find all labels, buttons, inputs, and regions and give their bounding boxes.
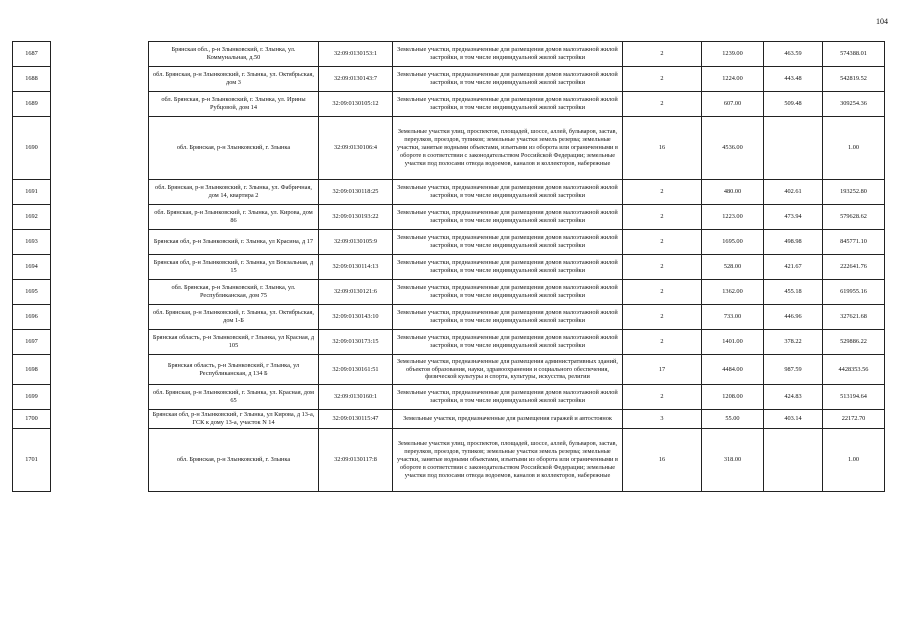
specific-value-cell: 421.67 [764,255,823,280]
land-use-cell: Земельные участки, предназначенные для размещения домов малоэтажной жилой застройки, в том числе индивидуальной жилой застройки [393,92,623,117]
address-cell: Брянская обл, р-н Злынковский, г. Злынка, ул Красина, д 17 [149,230,319,255]
cadastral-number-cell: 32:09:0130143:10 [319,305,393,330]
spacer-cell [51,67,149,92]
specific-value-cell: 403.14 [764,410,823,429]
group-code-cell: 17 [623,355,702,385]
page-number: 104 [876,17,888,26]
address-cell: обл. Брянская, р-н Злынковский, г. Злынка, ул. Октябрьская, дом 1-Б [149,305,319,330]
group-code-cell: 2 [623,205,702,230]
specific-value-cell: 463.59 [764,42,823,67]
address-cell: обл. Брянская, р-н Злынковский, г. Злынка, ул. Красная, дом 65 [149,385,319,410]
area-cell: 55.00 [702,410,764,429]
specific-value-cell: 402.61 [764,180,823,205]
specific-value-cell: 446.96 [764,305,823,330]
cadastral-value-cell: 309254.36 [823,92,885,117]
spacer-cell [51,428,149,491]
group-code-cell: 2 [623,385,702,410]
area-cell: 480.00 [702,180,764,205]
spacer-cell [51,230,149,255]
cadastral-number-cell: 32:09:0130105:12 [319,92,393,117]
table-row [13,355,885,385]
cadastral-value-cell: 574388.01 [823,42,885,67]
row-number: 1687 [13,42,51,67]
address-cell: Брянская обл, р-н Злынковский, г. Злынка, ул Вокзальная, д 15 [149,255,319,280]
row-number: 1690 [13,117,51,180]
address-cell: Брянская обл, р-н Злынковский, г Злынка, ул Кирова, д 13-а, ГСК к дому 13-а, участок N 14 [149,410,319,429]
cadastral-value-cell: 193252.80 [823,180,885,205]
cadastral-number-cell: 32:09:0130105:9 [319,230,393,255]
row-number: 1696 [13,305,51,330]
group-code-cell: 2 [623,330,702,355]
group-code-cell: 2 [623,180,702,205]
row-number: 1694 [13,255,51,280]
specific-value-cell: 473.94 [764,205,823,230]
cadastral-value-cell: 327621.68 [823,305,885,330]
spacer-cell [51,180,149,205]
land-use-cell: Земельные участки, предназначенные для размещения домов малоэтажной жилой застройки, в том числе индивидуальной жилой застройки [393,280,623,305]
spacer-cell [51,92,149,117]
cadastral-value-cell: 22172.70 [823,410,885,429]
area-cell: 4536.00 [702,117,764,180]
cadastral-value-cell: 4428353.56 [823,355,885,385]
cadastral-number-cell: 32:09:0130193:22 [319,205,393,230]
row-number: 1691 [13,180,51,205]
group-code-cell: 2 [623,92,702,117]
area-cell: 1223.00 [702,205,764,230]
cadastral-number-cell: 32:09:0130117:8 [319,428,393,491]
land-use-cell: Земельные участки, предназначенные для размещения домов малоэтажной жилой застройки, в том числе индивидуальной жилой застройки [393,330,623,355]
row-number: 1695 [13,280,51,305]
specific-value-cell: 443.48 [764,67,823,92]
table-row [13,92,885,117]
land-use-cell: Земельные участки, предназначенные для размещения домов малоэтажной жилой застройки, в том числе индивидуальной жилой застройки [393,180,623,205]
land-use-cell: Земельные участки улиц, проспектов, площадей, шоссе, аллей, бульваров, застав, переулков, проездов, тупиков; земельные участки земель резерва; земельные участки, занятые водными объектами, изъятыми из оборота или ограниченными в обороте в соответствии с законодательством Российской Федерации; земельные участки под полосами отвода водоемов, каналов и коллекторов, набережные [393,428,623,491]
group-code-cell: 16 [623,117,702,180]
cadastral-value-cell: 513194.64 [823,385,885,410]
cadastral-value-cell: 542819.52 [823,67,885,92]
specific-value-cell: 455.18 [764,280,823,305]
group-code-cell: 2 [623,67,702,92]
cadastral-value-cell: 845771.10 [823,230,885,255]
address-cell: обл. Брянская, р-н Злынковский, г. Злынка, ул. Республиканская, дом 75 [149,280,319,305]
area-cell: 318.00 [702,428,764,491]
table-row [13,67,885,92]
cadastral-number-cell: 32:09:0130173:15 [319,330,393,355]
cadastral-value-cell: 619955.16 [823,280,885,305]
table-row [13,330,885,355]
cadastral-number-cell: 32:09:0130121:6 [319,280,393,305]
specific-value-cell: 509.48 [764,92,823,117]
group-code-cell: 3 [623,410,702,429]
spacer-cell [51,305,149,330]
specific-value-cell: 424.83 [764,385,823,410]
spacer-cell [51,205,149,230]
land-use-cell: Земельные участки, предназначенные для размещения домов малоэтажной жилой застройки, в том числе индивидуальной жилой застройки [393,255,623,280]
address-cell: обл. Брянская, р-н Злынковский, г. Злынка, ул. Ирины Рубцовой, дом 14 [149,92,319,117]
row-number: 1689 [13,92,51,117]
cadastral-value-cell: 1.00 [823,117,885,180]
area-cell: 607.00 [702,92,764,117]
address-cell: обл. Брянская, р-н Злынковский, г. Злынка, ул. Фабричная, дом 14, квартира 2 [149,180,319,205]
specific-value-cell: 378.22 [764,330,823,355]
land-use-cell: Земельные участки, предназначенные для размещения домов малоэтажной жилой застройки, в том числе индивидуальной жилой застройки [393,42,623,67]
specific-value-cell [764,117,823,180]
cadastral-number-cell: 32:09:0130161:51 [319,355,393,385]
group-code-cell: 2 [623,255,702,280]
address-cell: обл. Брянская, р-н Злынковский, г. Злынка, ул. Кирова, дом 86 [149,205,319,230]
address-cell: Брянская область, р-н Злынковский, г Злынка, ул Республиканская, д 134 Б [149,355,319,385]
cadastral-value-cell: 1.00 [823,428,885,491]
area-cell: 1239.00 [702,42,764,67]
table-row [13,180,885,205]
row-number: 1699 [13,385,51,410]
specific-value-cell: 498.98 [764,230,823,255]
cadastral-value-table [12,41,885,492]
row-number: 1698 [13,355,51,385]
group-code-cell: 2 [623,42,702,67]
specific-value-cell: 987.59 [764,355,823,385]
area-cell: 1401.00 [702,330,764,355]
land-use-cell: Земельные участки, предназначенные для размещения административных зданий, объектов образования, науки, здравоохранения и социального обеспечения, физической культуры и спорта, культуры, искусства, религии [393,355,623,385]
row-number: 1692 [13,205,51,230]
address-cell: обл. Брянская, р-н Злынковский, г. Злынка [149,117,319,180]
table-row [13,428,885,491]
cadastral-value-cell: 529886.22 [823,330,885,355]
cadastral-value-cell: 222641.76 [823,255,885,280]
table-row [13,280,885,305]
spacer-cell [51,42,149,67]
spacer-cell [51,410,149,429]
land-use-cell: Земельные участки, предназначенные для размещения гаражей и автостоянок [393,410,623,429]
spacer-cell [51,330,149,355]
table-row [13,305,885,330]
area-cell: 1224.00 [702,67,764,92]
cadastral-value-cell: 579628.62 [823,205,885,230]
table-body [13,42,885,492]
cadastral-number-cell: 32:09:0130106:4 [319,117,393,180]
area-cell: 528.00 [702,255,764,280]
row-number: 1700 [13,410,51,429]
area-cell: 4484.00 [702,355,764,385]
table-row [13,410,885,429]
address-cell: обл. Брянская, р-н Злынковский, г. Злынка, ул. Октябрьская, дом 3 [149,67,319,92]
land-use-cell: Земельные участки, предназначенные для размещения домов малоэтажной жилой застройки, в том числе индивидуальной жилой застройки [393,305,623,330]
row-number: 1693 [13,230,51,255]
row-number: 1701 [13,428,51,491]
specific-value-cell [764,428,823,491]
group-code-cell: 2 [623,280,702,305]
address-cell: обл. Брянская, р-н Злынковский, г. Злынка [149,428,319,491]
spacer-cell [51,117,149,180]
spacer-cell [51,280,149,305]
land-use-cell: Земельные участки, предназначенные для размещения домов малоэтажной жилой застройки, в том числе индивидуальной жилой застройки [393,385,623,410]
area-cell: 733.00 [702,305,764,330]
row-number: 1697 [13,330,51,355]
table-row [13,385,885,410]
row-number: 1688 [13,67,51,92]
group-code-cell: 2 [623,305,702,330]
table-row [13,230,885,255]
cadastral-number-cell: 32:09:0130153:1 [319,42,393,67]
land-use-cell: Земельные участки улиц, проспектов, площадей, шоссе, аллей, бульваров, застав, переулков, проездов, тупиков; земельные участки земель резерва; земельные участки, занятые водными объектами, изъятыми из оборота или ограниченными в обороте в соответствии с законодательством Российской Федерации; земельные участки под полосами отвода водоемов, каналов и коллекторов, набережные [393,117,623,180]
land-use-cell: Земельные участки, предназначенные для размещения домов малоэтажной жилой застройки, в том числе индивидуальной жилой застройки [393,67,623,92]
table-row [13,42,885,67]
spacer-cell [51,255,149,280]
cadastral-number-cell: 32:09:0130115:47 [319,410,393,429]
table-row [13,117,885,180]
table-row [13,255,885,280]
area-cell: 1208.00 [702,385,764,410]
land-use-cell: Земельные участки, предназначенные для размещения домов малоэтажной жилой застройки, в том числе индивидуальной жилой застройки [393,205,623,230]
address-cell: Брянская обл., р-н Злынковский, г. Злынка, ул. Коммунальная, д.50 [149,42,319,67]
group-code-cell: 2 [623,230,702,255]
cadastral-number-cell: 32:09:0130143:7 [319,67,393,92]
area-cell: 1695.00 [702,230,764,255]
cadastral-number-cell: 32:09:0130160:1 [319,385,393,410]
table-row [13,205,885,230]
spacer-cell [51,355,149,385]
cadastral-number-cell: 32:09:0130114:13 [319,255,393,280]
land-use-cell: Земельные участки, предназначенные для размещения домов малоэтажной жилой застройки, в том числе индивидуальной жилой застройки [393,230,623,255]
spacer-cell [51,385,149,410]
area-cell: 1362.00 [702,280,764,305]
address-cell: Брянская область, р-н Злынковский, г Злынка, ул Красная, д 105 [149,330,319,355]
group-code-cell: 16 [623,428,702,491]
cadastral-number-cell: 32:09:0130118:25 [319,180,393,205]
